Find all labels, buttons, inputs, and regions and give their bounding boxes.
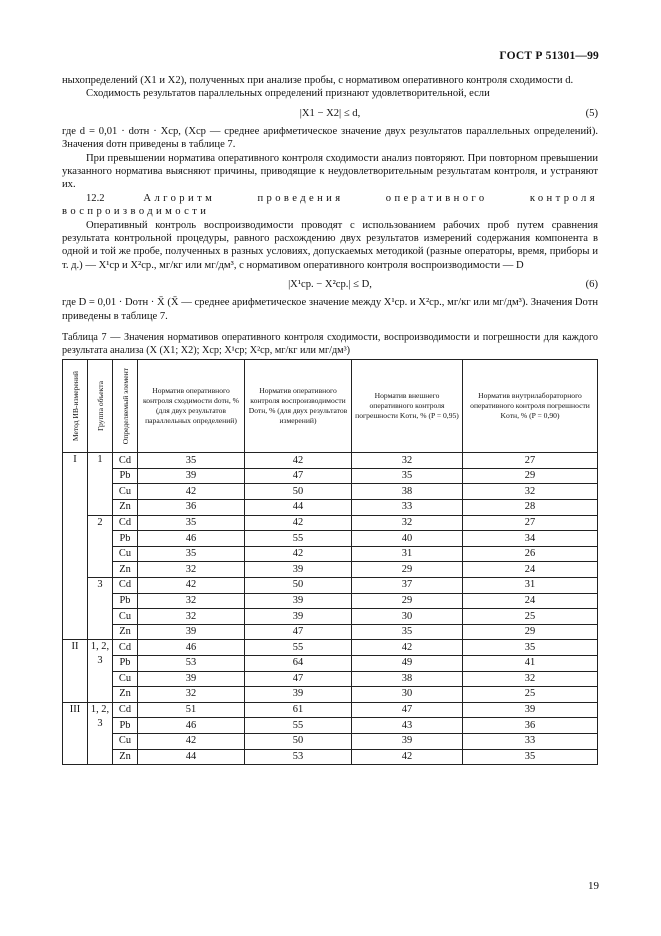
paragraph-continuation: ныхопределений (X1 и X2), полученных при анализе пробы, с нормативом оперативного контроля сходимости d. bbox=[62, 75, 574, 86]
cell-internal-error: 31 bbox=[463, 578, 598, 594]
cell-internal-error: 25 bbox=[463, 609, 598, 625]
cell-external-error: 30 bbox=[352, 609, 463, 625]
cell-internal-error: 28 bbox=[463, 500, 598, 516]
cell-convergence: 35 bbox=[138, 515, 245, 531]
table-row bbox=[63, 484, 598, 500]
paragraph-repeat-analysis: При превышении норматива оперативного контроля сходимости анализ повторяют. При повторном превышении указанного норматива выясняют причины, приводящие к неудовлетворительным результатам контроля, и устраняют их. bbox=[62, 152, 598, 191]
table-row bbox=[63, 609, 598, 625]
cell-element: Zn bbox=[113, 687, 138, 703]
cell-convergence: 46 bbox=[138, 718, 245, 734]
cell-external-error: 29 bbox=[352, 593, 463, 609]
cell-element: Cu bbox=[113, 609, 138, 625]
cell-element: Pb bbox=[113, 718, 138, 734]
table-row bbox=[63, 515, 598, 531]
cell-external-error: 42 bbox=[352, 640, 463, 656]
table-row bbox=[63, 671, 598, 687]
cell-convergence: 42 bbox=[138, 578, 245, 594]
table-row bbox=[63, 702, 598, 718]
header-external-error: Норматив внешнего оперативного контроля погрешности Kотн, % (P = 0,95) bbox=[352, 360, 463, 453]
table-row bbox=[63, 656, 598, 672]
cell-external-error: 40 bbox=[352, 531, 463, 547]
cell-reproducibility: 47 bbox=[245, 624, 352, 640]
cell-reproducibility: 50 bbox=[245, 578, 352, 594]
cell-element: Cd bbox=[113, 515, 138, 531]
header-method: Метод ИВ-измерений bbox=[63, 360, 88, 453]
cell-element: Cd bbox=[113, 640, 138, 656]
cell-element: Zn bbox=[113, 749, 138, 765]
cell-element: Zn bbox=[113, 562, 138, 578]
cell-method: I bbox=[63, 453, 88, 640]
cell-element: Zn bbox=[113, 500, 138, 516]
cell-element: Pb bbox=[113, 531, 138, 547]
cell-reproducibility: 61 bbox=[245, 702, 352, 718]
cell-reproducibility: 39 bbox=[245, 609, 352, 625]
cell-external-error: 42 bbox=[352, 749, 463, 765]
cell-external-error: 38 bbox=[352, 671, 463, 687]
cell-internal-error: 27 bbox=[463, 515, 598, 531]
cell-method: III bbox=[63, 702, 88, 764]
table-row bbox=[63, 593, 598, 609]
table-row bbox=[63, 749, 598, 765]
cell-convergence: 32 bbox=[138, 687, 245, 703]
cell-reproducibility: 42 bbox=[245, 453, 352, 469]
cell-convergence: 35 bbox=[138, 546, 245, 562]
table-header-row bbox=[63, 360, 598, 453]
table-row bbox=[63, 500, 598, 516]
cell-internal-error: 29 bbox=[463, 468, 598, 484]
cell-element: Cd bbox=[113, 578, 138, 594]
page-number: 19 bbox=[588, 880, 599, 892]
cell-convergence: 51 bbox=[138, 702, 245, 718]
formula-6-expression: |X¹ср. − X²ср.| ≤ D, bbox=[288, 279, 372, 291]
cell-element: Cu bbox=[113, 733, 138, 749]
cell-internal-error: 26 bbox=[463, 546, 598, 562]
table-row bbox=[63, 468, 598, 484]
cell-reproducibility: 44 bbox=[245, 500, 352, 516]
cell-element: Cd bbox=[113, 702, 138, 718]
table-row bbox=[63, 733, 598, 749]
cell-reproducibility: 39 bbox=[245, 687, 352, 703]
cell-external-error: 38 bbox=[352, 484, 463, 500]
cell-internal-error: 35 bbox=[463, 749, 598, 765]
cell-element: Pb bbox=[113, 656, 138, 672]
table-row bbox=[63, 562, 598, 578]
table-row bbox=[63, 718, 598, 734]
cell-convergence: 39 bbox=[138, 624, 245, 640]
cell-convergence: 42 bbox=[138, 484, 245, 500]
cell-convergence: 32 bbox=[138, 609, 245, 625]
header-element: Определяемый элемент bbox=[113, 360, 138, 453]
cell-external-error: 30 bbox=[352, 687, 463, 703]
cell-internal-error: 24 bbox=[463, 562, 598, 578]
header-internal-error: Норматив внутрилабораторного оперативного контроля погрешности Kотн, % (P = 0,90) bbox=[463, 360, 598, 453]
table-row bbox=[63, 624, 598, 640]
cell-group: 1, 2, 3 bbox=[88, 702, 113, 764]
cell-convergence: 32 bbox=[138, 593, 245, 609]
page-content bbox=[62, 74, 598, 765]
cell-element: Cu bbox=[113, 484, 138, 500]
cell-element: Cd bbox=[113, 453, 138, 469]
cell-convergence: 35 bbox=[138, 453, 245, 469]
cell-internal-error: 27 bbox=[463, 453, 598, 469]
cell-internal-error: 36 bbox=[463, 718, 598, 734]
cell-external-error: 39 bbox=[352, 733, 463, 749]
paragraph-reproducibility: Оперативный контроль воспроизводимости проводят с использованием рабочих проб путем сравнения результата контрольной процедуры, равного расхождению двух результатов измерений содержания компонента в одной и той же пробе, полученных в разных условиях, допускаемых методикой (разные операторы, время, приборы и т. д.) — X¹ср и X²ср., мг/кг или мг/дм³, с нормативом оперативного контроля воспроизводимости — D bbox=[62, 219, 598, 271]
cell-group: 3 bbox=[88, 578, 113, 640]
cell-reproducibility: 47 bbox=[245, 671, 352, 687]
cell-reproducibility: 55 bbox=[245, 718, 352, 734]
table-7 bbox=[62, 359, 598, 765]
cell-element: Zn bbox=[113, 624, 138, 640]
cell-internal-error: 35 bbox=[463, 640, 598, 656]
cell-internal-error: 41 bbox=[463, 656, 598, 672]
formula-6 bbox=[62, 277, 598, 292]
cell-internal-error: 24 bbox=[463, 593, 598, 609]
cell-method: II bbox=[63, 640, 88, 702]
section-12-2-heading bbox=[62, 192, 598, 219]
cell-external-error: 35 bbox=[352, 468, 463, 484]
cell-external-error: 32 bbox=[352, 453, 463, 469]
table-7-caption: Таблица 7 — Значения нормативов оперативного контроля сходимости, воспроизводимости и погрешности для каждого результата анализа (X (X1; X2); Xср; X¹ср; X²ср, мг/кг или мг/дм³) bbox=[62, 332, 598, 356]
paragraph-convergence-condition: Сходимость результатов параллельных определений признают удовлетворительной, если bbox=[86, 88, 490, 100]
table-row bbox=[63, 640, 598, 656]
cell-convergence: 36 bbox=[138, 500, 245, 516]
cell-convergence: 39 bbox=[138, 468, 245, 484]
cell-external-error: 33 bbox=[352, 500, 463, 516]
cell-external-error: 32 bbox=[352, 515, 463, 531]
cell-reproducibility: 39 bbox=[245, 562, 352, 578]
formula-6-number: (6) bbox=[585, 279, 598, 291]
formula-5-number: (5) bbox=[585, 107, 598, 119]
table-row bbox=[63, 531, 598, 547]
cell-element: Cu bbox=[113, 546, 138, 562]
section-title: Алгоритм проведения оперативного контроля воспроизводимости bbox=[62, 192, 598, 218]
cell-external-error: 31 bbox=[352, 546, 463, 562]
formula-5-expression: |X1 − X2| ≤ d, bbox=[299, 107, 361, 119]
cell-external-error: 35 bbox=[352, 624, 463, 640]
cell-reproducibility: 55 bbox=[245, 531, 352, 547]
cell-convergence: 44 bbox=[138, 749, 245, 765]
cell-internal-error: 39 bbox=[463, 702, 598, 718]
paragraph-where-D: где D = 0,01 · Dотн · X̄ (X̄ — среднее арифметическое значение между X¹ср. и X²ср., мг/кг или мг/дм³). Значения Dотн приведены в таблице 7. bbox=[62, 297, 598, 322]
cell-internal-error: 32 bbox=[463, 484, 598, 500]
table-row bbox=[63, 453, 598, 469]
formula-5 bbox=[62, 106, 598, 121]
table-7-body bbox=[63, 453, 598, 765]
header-group: Группа объекта bbox=[88, 360, 113, 453]
cell-group: 1 bbox=[88, 453, 113, 515]
document-code: ГОСТ Р 51301—99 bbox=[499, 50, 599, 62]
cell-external-error: 47 bbox=[352, 702, 463, 718]
cell-internal-error: 34 bbox=[463, 531, 598, 547]
cell-external-error: 29 bbox=[352, 562, 463, 578]
cell-external-error: 49 bbox=[352, 656, 463, 672]
cell-reproducibility: 64 bbox=[245, 656, 352, 672]
section-number: 12.2 bbox=[86, 192, 105, 204]
cell-reproducibility: 42 bbox=[245, 546, 352, 562]
cell-reproducibility: 53 bbox=[245, 749, 352, 765]
cell-internal-error: 32 bbox=[463, 671, 598, 687]
cell-convergence: 46 bbox=[138, 531, 245, 547]
cell-group: 2 bbox=[88, 515, 113, 577]
table-row bbox=[63, 546, 598, 562]
cell-reproducibility: 42 bbox=[245, 515, 352, 531]
header-convergence: Норматив оперативного контроля сходимости dотн, % (для двух результатов параллельных определений) bbox=[138, 360, 245, 453]
cell-element: Pb bbox=[113, 468, 138, 484]
table-row bbox=[63, 687, 598, 703]
cell-element: Cu bbox=[113, 671, 138, 687]
table-row bbox=[63, 578, 598, 594]
cell-reproducibility: 50 bbox=[245, 733, 352, 749]
cell-external-error: 37 bbox=[352, 578, 463, 594]
cell-convergence: 46 bbox=[138, 640, 245, 656]
cell-reproducibility: 55 bbox=[245, 640, 352, 656]
cell-convergence: 39 bbox=[138, 671, 245, 687]
cell-reproducibility: 39 bbox=[245, 593, 352, 609]
cell-element: Pb bbox=[113, 593, 138, 609]
cell-reproducibility: 47 bbox=[245, 468, 352, 484]
header-reproducibility: Норматив оперативного контроля воспроизводимости Dотн, % (для двух результатов измерений) bbox=[245, 360, 352, 453]
cell-convergence: 53 bbox=[138, 656, 245, 672]
cell-external-error: 43 bbox=[352, 718, 463, 734]
cell-convergence: 42 bbox=[138, 733, 245, 749]
cell-internal-error: 29 bbox=[463, 624, 598, 640]
cell-internal-error: 33 bbox=[463, 733, 598, 749]
cell-convergence: 32 bbox=[138, 562, 245, 578]
cell-group: 1, 2, 3 bbox=[88, 640, 113, 702]
cell-internal-error: 25 bbox=[463, 687, 598, 703]
cell-reproducibility: 50 bbox=[245, 484, 352, 500]
paragraph-where-d: где d = 0,01 · dотн · Xср, (Xср — среднее арифметическое значение двух результатов параллельных определений). Значения dотн приведены в таблице 7. bbox=[62, 125, 598, 151]
